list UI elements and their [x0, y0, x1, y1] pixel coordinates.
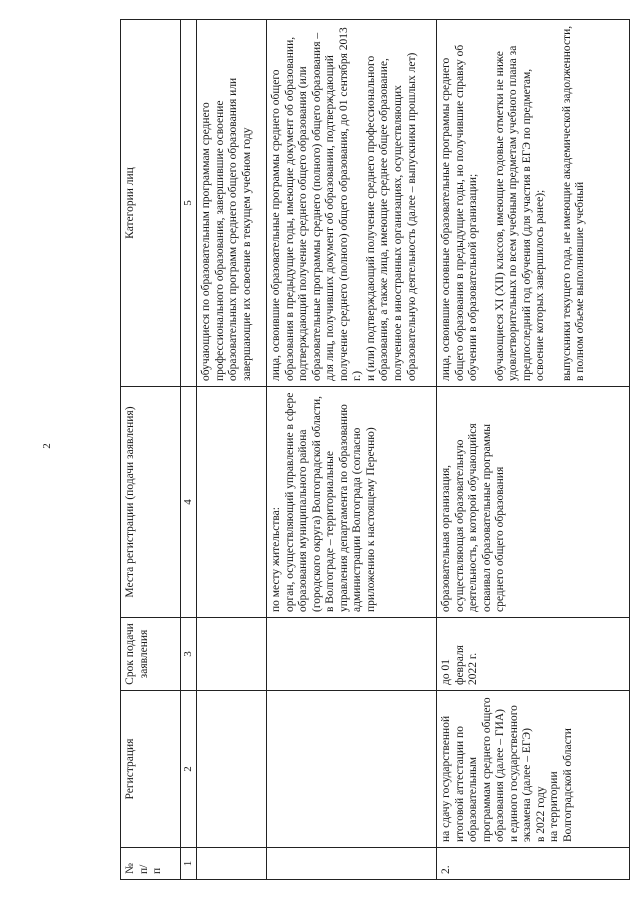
- page-number: 2: [41, 443, 53, 449]
- column-number-row: [181, 20, 197, 880]
- header-registration: Регистрация: [121, 691, 181, 848]
- rotated-page-content: [120, 20, 630, 880]
- header-number: № п/ п: [121, 848, 181, 880]
- header-place: Места регистрации (подачи заявления): [121, 387, 181, 618]
- table-cell: [266, 848, 436, 880]
- categories-paragraph: выпускники текущего года, не имеющие академической задолженности, в полном объеме выполнившие учебный: [560, 25, 587, 381]
- deadline-cell: до 01 февраля 2022 г.: [436, 618, 629, 691]
- categories-cell: обучающиеся по образовательным программам среднего профессионального образования, завершившие освоение образовательных программ среднего общего образования или завершающие их освоение в текущем учебном году: [196, 20, 266, 387]
- table-cell: [266, 618, 436, 691]
- header-categories: Категории лиц: [121, 20, 181, 387]
- categories-cell: лица, освоившие образовательные программы среднего общего образования в предыдущие годы, имеющие документ об образовании, подтверждающий получение среднего общего образования (или образовательные программы среднего (полного) общего образования – для лиц, получивших документ об образовании, подтверждающий получение среднего (полного) общего образования, до 01 сентября 2013 г.) и (или) подтверждающий получение среднего профессионального образования, а также лица, имеющие среднее общее образование, полученное в иностранных организациях, осуществляющих образовательную деятельность (далее – выпускники прошлых лет): [266, 20, 436, 387]
- header-deadline: Срок подачи заявления: [121, 618, 181, 691]
- table-row: [436, 20, 629, 880]
- place-cell: образовательная организация, осуществляющая образовательную деятельность, в которой обучающийся осваивал образовательные программы среднего общего образования: [436, 387, 629, 618]
- row-number: 2.: [436, 848, 629, 880]
- categories-paragraph: лица, освоившие основные образовательные программы среднего общего образования в предыдущие годы, но получившие справку об обучении в образовательной организации;: [439, 44, 480, 381]
- registration-cell: на сдачу государственной итоговой аттестации по образовательным программам среднего общего образования (далее – ГИА) и единого государственного экзамена (далее – ЕГЭ) в 2022 году на территории Волгоградской области: [436, 691, 629, 848]
- table-cell: [196, 618, 266, 691]
- table-row: [266, 20, 436, 880]
- place-cell: по месту жительства: орган, осуществляющий управление в сфере образования муниципального района (городского округа) Волгоградской области, в Волгограде – территориальные управления департамента по образованию администрации Волгограда (согласно приложению к настоящему Перечню): [266, 387, 436, 618]
- categories-paragraph: обучающиеся XI (XII) классов, имеющие годовые отметки не ниже удовлетворительных по всем учебным предметам учебного плана за предпоследний год обучения (для участия в ЕГЭ по предметам, освоение которых завершилось ранее);: [493, 45, 547, 381]
- column-number: 4: [181, 387, 197, 618]
- table-header-row: [121, 20, 181, 880]
- column-number: 1: [181, 848, 197, 880]
- categories-cell: [436, 20, 629, 387]
- column-number: 3: [181, 618, 197, 691]
- column-number: 2: [181, 691, 197, 848]
- registration-table: [120, 19, 630, 880]
- table-cell: [196, 387, 266, 618]
- table-row: [196, 20, 266, 880]
- table-cell: [196, 691, 266, 848]
- table-cell: [266, 691, 436, 848]
- table-cell: [196, 848, 266, 880]
- column-number: 5: [181, 20, 197, 387]
